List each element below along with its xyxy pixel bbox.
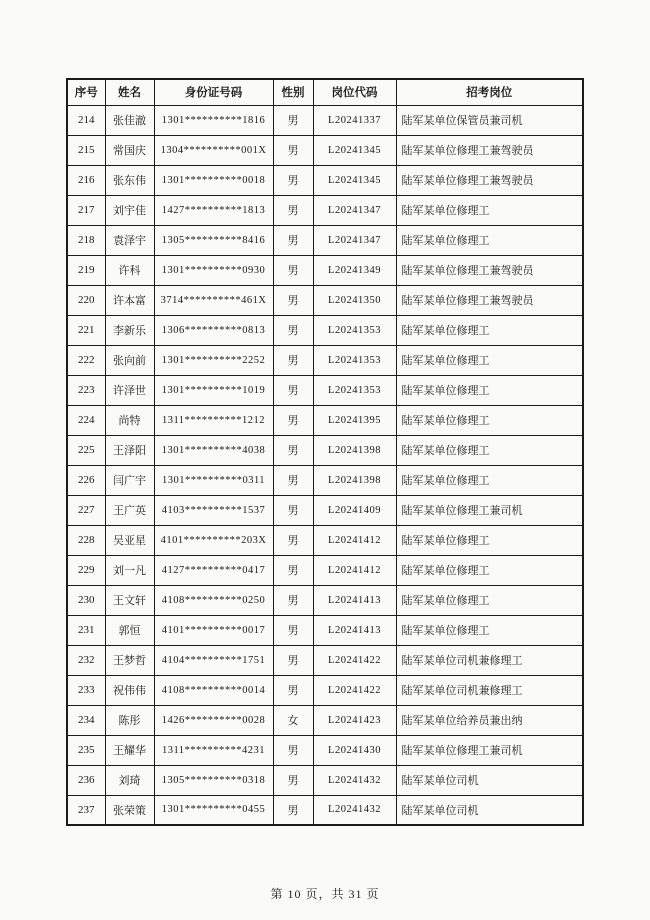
cell-job-title: 陆军某单位修理工 xyxy=(396,435,583,465)
cell-id-number: 4108**********0014 xyxy=(154,675,273,705)
cell-id-number: 1305**********0318 xyxy=(154,765,273,795)
cell-gender: 男 xyxy=(273,165,313,195)
cell-id-number: 1301**********1816 xyxy=(154,105,273,135)
cell-job-code: L20241430 xyxy=(313,735,396,765)
cell-id-number: 1426**********0028 xyxy=(154,705,273,735)
cell-serial: 221 xyxy=(67,315,105,345)
cell-serial: 233 xyxy=(67,675,105,705)
table-row xyxy=(67,705,583,735)
cell-name: 郭恒 xyxy=(105,615,154,645)
cell-id-number: 1305**********8416 xyxy=(154,225,273,255)
cell-gender: 男 xyxy=(273,375,313,405)
table-row xyxy=(67,735,583,765)
cell-gender: 男 xyxy=(273,465,313,495)
cell-job-title: 陆军某单位修理工 xyxy=(396,555,583,585)
cell-gender: 男 xyxy=(273,435,313,465)
cell-id-number: 4108**********0250 xyxy=(154,585,273,615)
cell-name: 张佳澈 xyxy=(105,105,154,135)
cell-id-number: 1304**********001X xyxy=(154,135,273,165)
table-row xyxy=(67,645,583,675)
table-row xyxy=(67,585,583,615)
cell-job-code: L20241412 xyxy=(313,555,396,585)
cell-job-title: 陆军某单位修理工兼驾驶员 xyxy=(396,255,583,285)
table-row xyxy=(67,345,583,375)
cell-job-title: 陆军某单位修理工 xyxy=(396,615,583,645)
cell-job-title: 陆军某单位修理工 xyxy=(396,375,583,405)
cell-gender: 男 xyxy=(273,345,313,375)
column-header-job-title: 招考岗位 xyxy=(396,79,583,105)
cell-id-number: 1301**********0930 xyxy=(154,255,273,285)
cell-serial: 219 xyxy=(67,255,105,285)
table-row xyxy=(67,285,583,315)
cell-gender: 男 xyxy=(273,525,313,555)
cell-job-code: L20241423 xyxy=(313,705,396,735)
table-row xyxy=(67,795,583,825)
cell-serial: 231 xyxy=(67,615,105,645)
cell-serial: 218 xyxy=(67,225,105,255)
cell-serial: 227 xyxy=(67,495,105,525)
cell-id-number: 4103**********1537 xyxy=(154,495,273,525)
cell-gender: 男 xyxy=(273,495,313,525)
cell-job-title: 陆军某单位司机兼修理工 xyxy=(396,645,583,675)
column-header-id-number: 身份证号码 xyxy=(154,79,273,105)
cell-job-code: L20241409 xyxy=(313,495,396,525)
cell-job-code: L20241353 xyxy=(313,375,396,405)
cell-job-title: 陆军某单位修理工 xyxy=(396,405,583,435)
column-header-gender: 性别 xyxy=(273,79,313,105)
cell-job-code: L20241422 xyxy=(313,675,396,705)
cell-serial: 226 xyxy=(67,465,105,495)
cell-job-code: L20241349 xyxy=(313,255,396,285)
table-row xyxy=(67,225,583,255)
cell-name: 许科 xyxy=(105,255,154,285)
cell-job-title: 陆军某单位司机兼修理工 xyxy=(396,675,583,705)
cell-id-number: 3714**********461X xyxy=(154,285,273,315)
table-row xyxy=(67,405,583,435)
cell-job-title: 陆军某单位修理工兼驾驶员 xyxy=(396,135,583,165)
cell-job-title: 陆军某单位修理工 xyxy=(396,195,583,225)
cell-name: 祝伟伟 xyxy=(105,675,154,705)
cell-id-number: 1301**********2252 xyxy=(154,345,273,375)
cell-gender: 男 xyxy=(273,195,313,225)
cell-serial: 225 xyxy=(67,435,105,465)
cell-name: 王广英 xyxy=(105,495,154,525)
table-row xyxy=(67,105,583,135)
cell-serial: 224 xyxy=(67,405,105,435)
cell-job-title: 陆军某单位修理工 xyxy=(396,465,583,495)
cell-gender: 男 xyxy=(273,615,313,645)
cell-serial: 232 xyxy=(67,645,105,675)
cell-serial: 230 xyxy=(67,585,105,615)
table-row xyxy=(67,195,583,225)
cell-job-title: 陆军某单位修理工兼司机 xyxy=(396,495,583,525)
cell-id-number: 4101**********203X xyxy=(154,525,273,555)
cell-id-number: 4104**********1751 xyxy=(154,645,273,675)
table-row xyxy=(67,765,583,795)
cell-name: 袁泽宇 xyxy=(105,225,154,255)
cell-name: 闫广宇 xyxy=(105,465,154,495)
cell-gender: 男 xyxy=(273,555,313,585)
cell-job-code: L20241432 xyxy=(313,765,396,795)
column-header-name: 姓名 xyxy=(105,79,154,105)
cell-job-code: L20241412 xyxy=(313,525,396,555)
cell-serial: 214 xyxy=(67,105,105,135)
cell-job-code: L20241347 xyxy=(313,225,396,255)
column-header-serial: 序号 xyxy=(67,79,105,105)
cell-job-title: 陆军某单位司机 xyxy=(396,795,583,825)
table-row xyxy=(67,495,583,525)
cell-serial: 220 xyxy=(67,285,105,315)
column-header-job-code: 岗位代码 xyxy=(313,79,396,105)
cell-id-number: 4127**********0417 xyxy=(154,555,273,585)
cell-serial: 216 xyxy=(67,165,105,195)
cell-id-number: 1306**********0813 xyxy=(154,315,273,345)
cell-job-title: 陆军某单位修理工 xyxy=(396,345,583,375)
cell-serial: 235 xyxy=(67,735,105,765)
cell-job-code: L20241432 xyxy=(313,795,396,825)
cell-name: 尚特 xyxy=(105,405,154,435)
cell-job-code: L20241350 xyxy=(313,285,396,315)
table-body xyxy=(67,105,583,825)
cell-serial: 234 xyxy=(67,705,105,735)
cell-job-code: L20241395 xyxy=(313,405,396,435)
cell-name: 刘琦 xyxy=(105,765,154,795)
recruitment-roster-table xyxy=(66,78,584,826)
cell-gender: 男 xyxy=(273,255,313,285)
cell-job-code: L20241345 xyxy=(313,135,396,165)
cell-name: 王泽阳 xyxy=(105,435,154,465)
cell-job-title: 陆军某单位修理工 xyxy=(396,315,583,345)
cell-id-number: 1427**********1813 xyxy=(154,195,273,225)
cell-gender: 男 xyxy=(273,315,313,345)
cell-job-title: 陆军某单位修理工 xyxy=(396,225,583,255)
cell-gender: 男 xyxy=(273,795,313,825)
cell-name: 许本富 xyxy=(105,285,154,315)
cell-name: 刘一凡 xyxy=(105,555,154,585)
table-row xyxy=(67,375,583,405)
cell-serial: 217 xyxy=(67,195,105,225)
cell-id-number: 1301**********1019 xyxy=(154,375,273,405)
cell-name: 王文轩 xyxy=(105,585,154,615)
cell-job-title: 陆军某单位修理工 xyxy=(396,585,583,615)
table-row xyxy=(67,255,583,285)
cell-job-title: 陆军某单位保管员兼司机 xyxy=(396,105,583,135)
table-row xyxy=(67,435,583,465)
table-row xyxy=(67,165,583,195)
cell-gender: 男 xyxy=(273,285,313,315)
cell-serial: 229 xyxy=(67,555,105,585)
table-row xyxy=(67,315,583,345)
cell-name: 许泽世 xyxy=(105,375,154,405)
cell-job-code: L20241337 xyxy=(313,105,396,135)
cell-gender: 女 xyxy=(273,705,313,735)
cell-gender: 男 xyxy=(273,135,313,165)
cell-name: 张向前 xyxy=(105,345,154,375)
cell-serial: 215 xyxy=(67,135,105,165)
cell-job-title: 陆军某单位给养员兼出纳 xyxy=(396,705,583,735)
cell-job-code: L20241422 xyxy=(313,645,396,675)
cell-job-code: L20241398 xyxy=(313,465,396,495)
cell-job-title: 陆军某单位修理工 xyxy=(396,525,583,555)
table-row xyxy=(67,135,583,165)
cell-gender: 男 xyxy=(273,585,313,615)
cell-job-code: L20241413 xyxy=(313,615,396,645)
cell-id-number: 1301**********0018 xyxy=(154,165,273,195)
cell-serial: 223 xyxy=(67,375,105,405)
cell-gender: 男 xyxy=(273,675,313,705)
cell-name: 常国庆 xyxy=(105,135,154,165)
cell-name: 张东伟 xyxy=(105,165,154,195)
cell-name: 陈彤 xyxy=(105,705,154,735)
cell-gender: 男 xyxy=(273,765,313,795)
cell-job-code: L20241413 xyxy=(313,585,396,615)
cell-id-number: 1301**********4038 xyxy=(154,435,273,465)
cell-job-title: 陆军某单位修理工兼驾驶员 xyxy=(396,165,583,195)
cell-job-code: L20241398 xyxy=(313,435,396,465)
cell-id-number: 4101**********0017 xyxy=(154,615,273,645)
cell-gender: 男 xyxy=(273,105,313,135)
cell-gender: 男 xyxy=(273,225,313,255)
cell-id-number: 1311**********4231 xyxy=(154,735,273,765)
table-row xyxy=(67,525,583,555)
cell-job-title: 陆军某单位修理工兼驾驶员 xyxy=(396,285,583,315)
table-row xyxy=(67,615,583,645)
cell-job-code: L20241353 xyxy=(313,315,396,345)
cell-serial: 237 xyxy=(67,795,105,825)
cell-name: 张荣策 xyxy=(105,795,154,825)
cell-job-title: 陆军某单位司机 xyxy=(396,765,583,795)
cell-id-number: 1301**********0455 xyxy=(154,795,273,825)
cell-name: 李新乐 xyxy=(105,315,154,345)
cell-serial: 228 xyxy=(67,525,105,555)
table-header-row xyxy=(67,79,583,105)
cell-name: 王耀华 xyxy=(105,735,154,765)
table-row xyxy=(67,555,583,585)
table-row xyxy=(67,465,583,495)
cell-name: 王梦哲 xyxy=(105,645,154,675)
cell-job-code: L20241347 xyxy=(313,195,396,225)
cell-id-number: 1311**********1212 xyxy=(154,405,273,435)
cell-serial: 236 xyxy=(67,765,105,795)
cell-job-code: L20241353 xyxy=(313,345,396,375)
cell-gender: 男 xyxy=(273,645,313,675)
cell-gender: 男 xyxy=(273,405,313,435)
table-row xyxy=(67,675,583,705)
cell-name: 刘宇佳 xyxy=(105,195,154,225)
cell-job-title: 陆军某单位修理工兼司机 xyxy=(396,735,583,765)
cell-serial: 222 xyxy=(67,345,105,375)
cell-name: 吴亚星 xyxy=(105,525,154,555)
cell-job-code: L20241345 xyxy=(313,165,396,195)
cell-gender: 男 xyxy=(273,735,313,765)
page-number-footer: 第 10 页，共 31 页 xyxy=(270,887,380,901)
cell-id-number: 1301**********0311 xyxy=(154,465,273,495)
